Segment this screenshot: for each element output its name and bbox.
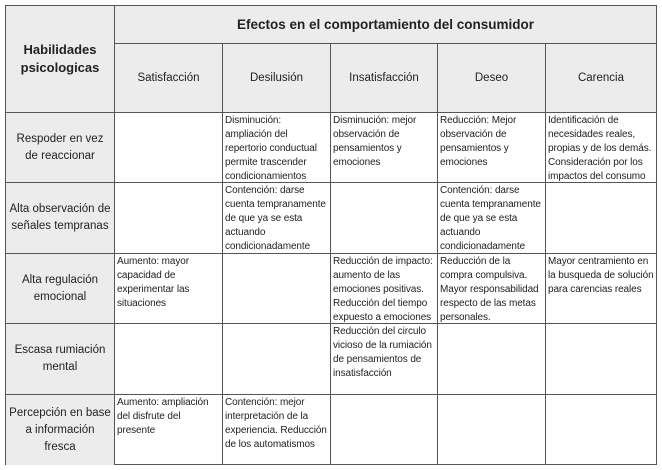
table-cell [546, 324, 656, 395]
table-cell: Reducción de impacto: aumento de las emociones positivas. Reducción del tiempo expuesto a emociones [331, 254, 438, 324]
table-cell: Contención: mejor interpretación de la experiencia. Reducción de los automatismos [223, 395, 331, 465]
table-cell: Aumento: ampliación del disfrute del presente [115, 395, 223, 465]
table-cell [546, 183, 656, 254]
column-header-1: Satisfacción [115, 44, 223, 113]
column-header-5: Carencia [546, 44, 656, 113]
table-cell: Contención: darse cuenta tempranamente de que ya se esta actuando condicionadamente [438, 183, 546, 254]
table-cell [438, 395, 546, 465]
table-cell: Mayor centramiento en la busqueda de solución para carencias reales [546, 254, 656, 324]
table-cell: Reducción del circulo vicioso de la rumiación de pensamientos de insatisfacción [331, 324, 438, 395]
table-cell [115, 113, 223, 183]
table-cell: Disminución: ampliación del repertorio conductual permite trascender condicionamientos [223, 113, 331, 183]
corner-header: Habilidades psicologicas [6, 6, 115, 113]
effects-table [5, 5, 657, 465]
table-cell: Contención: darse cuenta tempranamente de que ya se esta actuando condicionadamente [223, 183, 331, 254]
group-header: Efectos en el comportamiento del consumidor [115, 6, 656, 44]
table-cell [223, 254, 331, 324]
table-cell [115, 183, 223, 254]
table-cell: Reducción de la compra compulsiva. Mayor responsabilidad respecto de las metas personales. [438, 254, 546, 324]
column-header-3: Insatisfacción [331, 44, 438, 113]
table-cell [546, 395, 656, 465]
row-label: Escasa rumiación mental [6, 324, 115, 395]
table-cell [331, 395, 438, 465]
row-label: Alta regulación emocional [6, 254, 115, 324]
table-cell: Disminución: mejor observación de pensamientos y emociones [331, 113, 438, 183]
table-cell [331, 183, 438, 254]
table-cell [115, 324, 223, 395]
column-header-4: Deseo [438, 44, 546, 113]
table-cell: Aumento: mayor capacidad de experimentar las situaciones [115, 254, 223, 324]
table-cell: Identificación de necesidades reales, propias y de los demás. Consideración por los impactos del consumo [546, 113, 656, 183]
column-header-2: Desilusión [223, 44, 331, 113]
row-label: Percepción en base a información fresca [6, 395, 115, 465]
row-label: Alta observación de señales tempranas [6, 183, 115, 254]
table-cell: Reducción: Mejor observación de pensamientos y emociones [438, 113, 546, 183]
table-cell [223, 324, 331, 395]
table-cell [438, 324, 546, 395]
row-label: Respoder en vez de reaccionar [6, 113, 115, 183]
